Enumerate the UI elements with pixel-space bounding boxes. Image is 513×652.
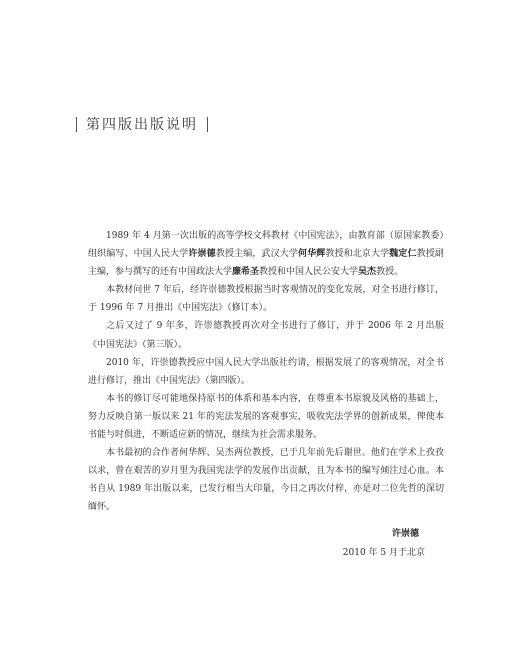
paragraph-3: 之后又过了 9 年多，许崇德教授再次对全书进行了修订，并于 2006 年 2 月出版《中国宪法》（第三版）。 bbox=[88, 321, 444, 350]
p1-text-f: 教授。 bbox=[376, 267, 404, 278]
paragraph-1 bbox=[88, 227, 444, 281]
signature-date: 2010 年 5 月于北京 bbox=[342, 548, 425, 558]
deputy-name-wei: 魏定仁 bbox=[389, 249, 417, 260]
author-name-lian: 廉希圣 bbox=[232, 267, 260, 278]
section-heading bbox=[76, 114, 208, 134]
heading-right-bar bbox=[207, 117, 208, 132]
heading-left-bar bbox=[76, 117, 77, 132]
paragraph-2: 本教材问世 7 年后，经许崇德教授根据当时客观情况的变化发展，对全书进行修订，于 1996 年 7 月推出《中国宪法》（修订本）。 bbox=[88, 285, 444, 314]
author-name-wu: 吴杰 bbox=[358, 267, 377, 278]
p1-text-e: 教授和中国人民公安大学 bbox=[259, 267, 359, 278]
p1-text-a: 1989 年 4 月第一次出版的高等学校文科教材《中国宪法》，由教育部（原国家教委）组织编写、中国人民大学 bbox=[88, 231, 444, 260]
paragraph-5: 本书的修订尽可能地保持原书的体系和基本内容，在尊重本书原貌及风格的基础上，努力反映自第一版以来 21 年的宪法发展的客观事实，吸收宪法学界的创新成果，俾使本书能与时俱进，不断适应新的情况，继续为社会需求服务。 bbox=[88, 393, 444, 441]
p1-text-b: 教授主编，武汉大学 bbox=[215, 249, 298, 260]
heading-title: 第四版出版说明 bbox=[86, 117, 198, 133]
preface-body bbox=[88, 227, 444, 517]
p1-text-c: 教授和北京大学 bbox=[325, 249, 390, 260]
paragraph-4: 2010 年，许崇德教授应中国人民大学出版社约请，根据发展了的客观情况，对全书进行修订，推出《中国宪法》（第四版）。 bbox=[88, 357, 444, 386]
deputy-name-he: 何华辉 bbox=[297, 249, 326, 260]
editor-name-xu: 许崇德 bbox=[188, 249, 216, 260]
paragraph-6: 本书最初的合作者何华辉、吴杰两位教授，已于几年前先后谢世。他们在学术上孜孜以求，曾在艰苦的岁月里为我国宪法学的发展作出贡献，且为本书的编写倾注过心血。本书自从 1989 年出版以来，已发行相当大印量，今日之再次付梓，亦是对二位先哲的深切缅怀。 bbox=[88, 448, 444, 513]
signature-block bbox=[343, 525, 425, 563]
signature-name: 许崇德 bbox=[391, 529, 419, 539]
p1-text-d: 教授副主编，参与撰写的还有中国政法大学 bbox=[88, 249, 444, 278]
